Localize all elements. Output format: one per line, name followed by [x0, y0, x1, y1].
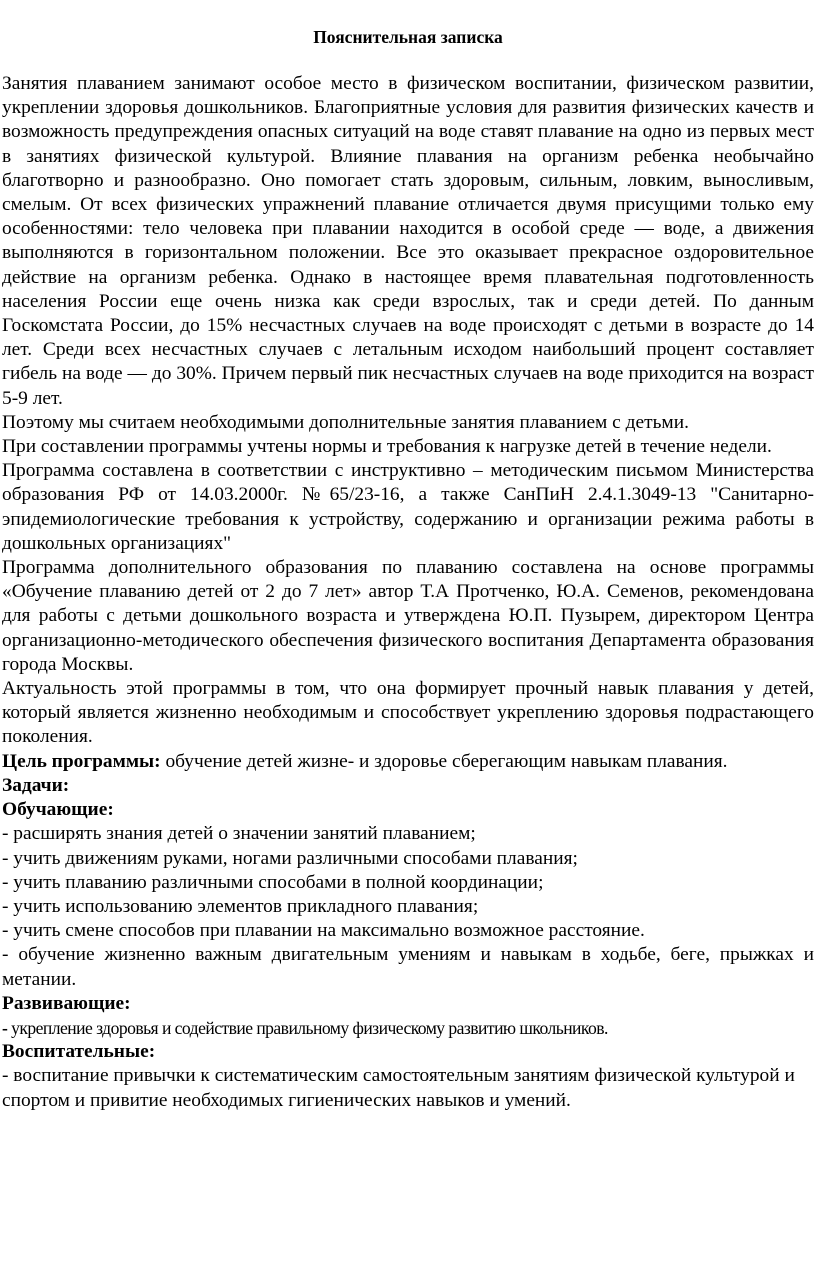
- developing-dash: -: [2, 1017, 8, 1038]
- document-body: [2, 72, 814, 1113]
- document-title: Пояснительная записка: [313, 27, 503, 47]
- intro-paragraph: Занятия плаванием занимают особое место в физическом воспитании, физическом развитии, укреплении здоровья дошкольников. Благоприятные условия для развития физических качеств и возможность предупреждения опасных ситуаций на воде ставят плавание на одно из первых мест в занятиях физической культурой. Влияние плавания на организм ребенка необычайно благотворно и разнообразно. Оно помогает стать здоровым, сильным, ловким, выносливым, смелым. От всех физических упражнений плавание отличается двумя присущими только ему особенностями: тело человека при плавании находится в особой среде — воде, а движения выполняются в горизонтальном положении. Все это оказывает прекрасное оздоровительное действие на организм ребенка. Однако в настоящее время плавательная подготовленность населения России еще очень низка как среди взрослых, так и среди детей. По данным Госкомстата России, до 15% несчастных случаев на воде происходят с детьми в возрасте до 14 лет. Среди всех несчастных случаев с летальным исходом наибольший процент составляет гибель на воде — до 30%. Причем первый пик несчастных случаев на воде приходится на возраст 5-9 лет.: [2, 73, 814, 409]
- developing-item: [2, 1016, 814, 1040]
- developing-item-text: укрепление здоровья и содействие правильному физическому развитию школьников.: [7, 1017, 608, 1038]
- regulation-paragraph: Программа составлена в соответствии с инструктивно – методическим письмом Министерства образования РФ от 14.03.2000г. №65/23-16, а также СанПиН 2.4.1.3049-13 "Санитарно-эпидемиологические требования к устройству, содержанию и организации режима работы в дошкольных организациях": [2, 460, 814, 554]
- norms-paragraph: При составлении программы учтены нормы и требования к нагрузке детей в течение недели.: [2, 436, 772, 458]
- teaching-item: - расширять знания детей о значении занятий плаванием;: [2, 823, 476, 845]
- teaching-item: - учить плаванию различными способами в полной координации;: [2, 871, 544, 893]
- goal-label: Цель программы:: [2, 750, 161, 772]
- educational-item: - воспитание привычки к систематическим самостоятельным занятиям физической культурой и спортом и привитие необходимых гигиенических навыков и умений.: [2, 1065, 795, 1111]
- goal-text: обучение детей жизне- и здоровье сберегающим навыкам плавания.: [160, 750, 728, 772]
- basis-paragraph: Программа дополнительного образования по плаванию составлена на основе программы «Обучение плаванию детей от 2 до 7 лет» автор Т.А Протченко, Ю.А. Семенов, рекомендована для работы с детьми дошкольного возраста и утверждена Ю.П. Пузырем, директором Центра организационно-методического обеспечения физического воспитания Департамента образования города Москвы.: [2, 557, 814, 675]
- teaching-item: - учить движениям руками, ногами различными способами плавания;: [2, 847, 578, 869]
- developing-heading: Развивающие:: [2, 992, 131, 1014]
- relevance-paragraph: Актуальность этой программы в том, что она формирует прочный навык плавания у детей, который является жизненно необходимым и способствует укреплению здоровья подрастающего поколения.: [2, 678, 814, 748]
- teaching-item: - учить смене способов при плавании на максимально возможное расстояние.: [2, 920, 645, 942]
- goal-paragraph: [2, 750, 814, 774]
- teaching-item: - обучение жизненно важным двигательным умениям и навыкам в ходьбе, беге, прыжках и метании.: [2, 944, 814, 990]
- conclusion-paragraph: Поэтому мы считаем необходимыми дополнительные занятия плаванием с детьми.: [2, 411, 689, 433]
- educational-heading: Воспитательные:: [2, 1041, 156, 1063]
- teaching-item: - учить использованию элементов прикладного плавания;: [2, 895, 479, 917]
- tasks-heading: Задачи:: [2, 774, 70, 796]
- teaching-heading: Обучающие:: [2, 799, 114, 821]
